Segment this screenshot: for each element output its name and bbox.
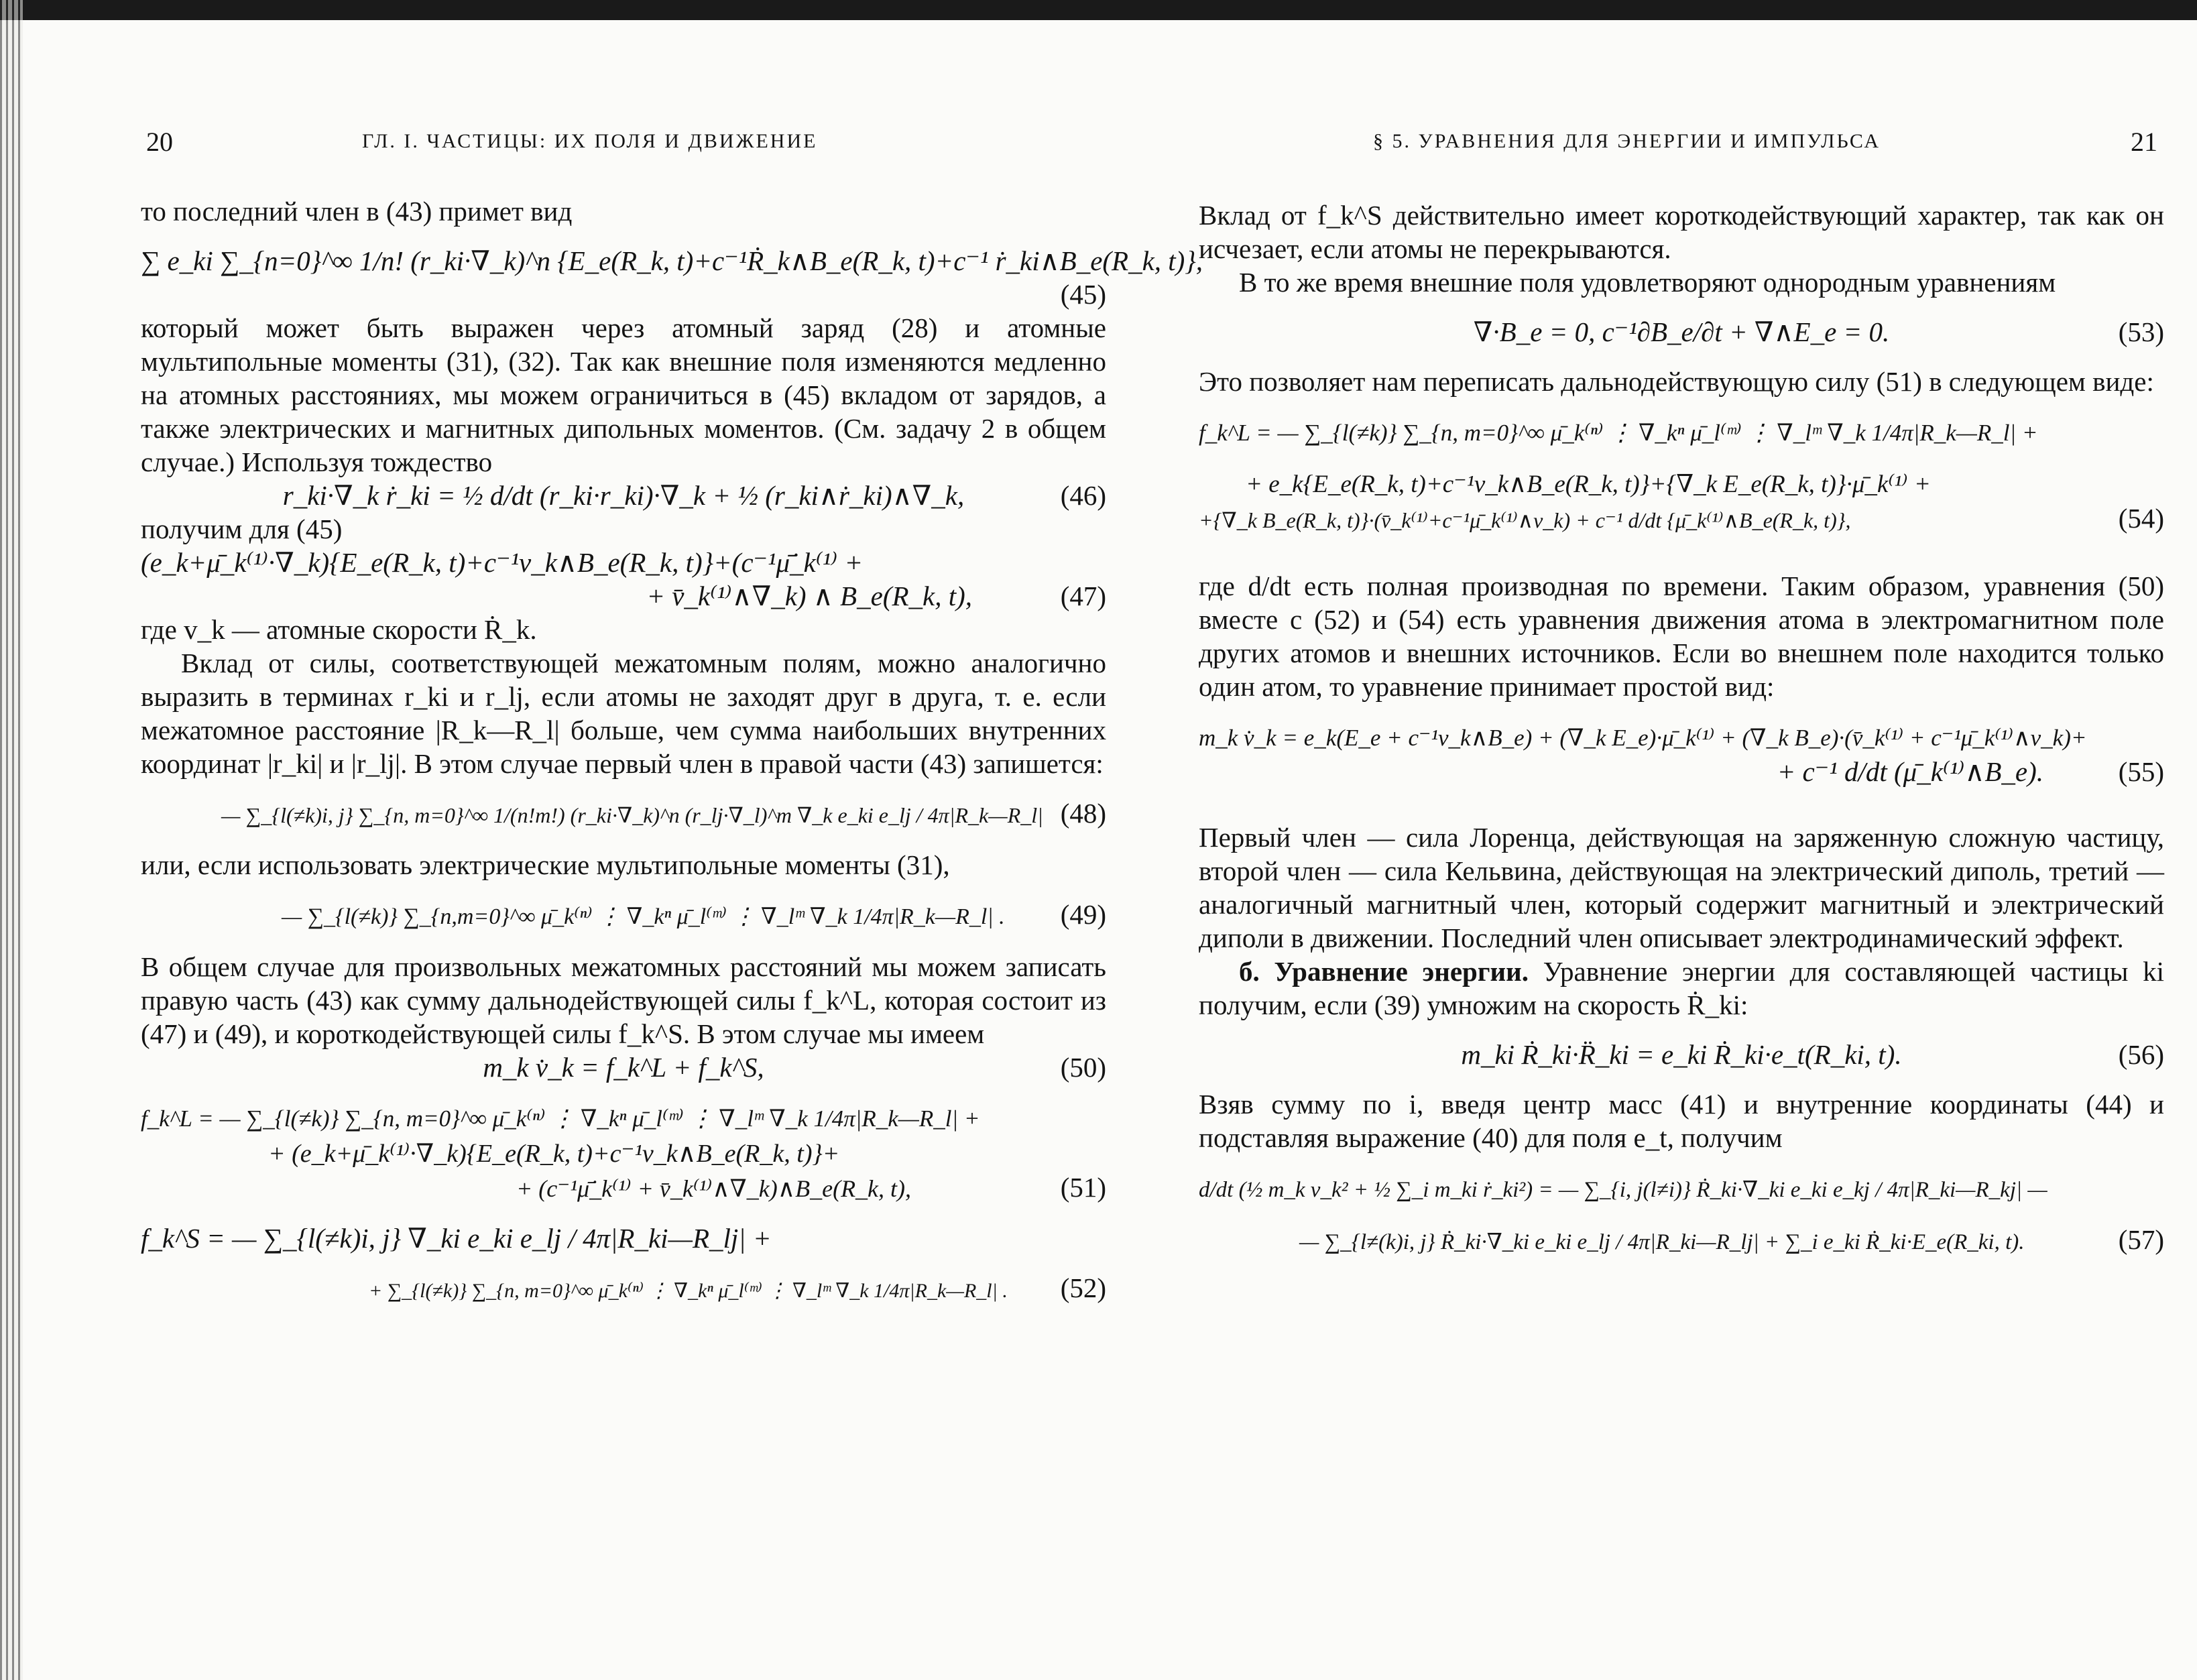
- equation-51a: [141, 1100, 1106, 1136]
- equation-text: — ∑_{l(≠k)} ∑_{n,m=0}^∞ μ̄_k⁽ⁿ⁾ ⋮ ∇_kⁿ μ̄_l⁽ᵐ⁾ ⋮ ∇_lᵐ ∇_k 1/4π|R_k—R_l| .: [282, 904, 1005, 929]
- paragraph: то последний член в (43) примет вид: [141, 196, 573, 227]
- equation-text: f_k^S = — ∑_{l(≠k)i, j} ∇_ki e_ki e_lj / 4π|R_ki—R_lj| +: [141, 1223, 772, 1254]
- left-page: [141, 20, 1203, 1656]
- equation-54b: [1199, 466, 2164, 501]
- equation-text: — ∑_{l≠(k)i, j} Ṙ_ki·∇_ki e_ki e_lj / 4π|R_ki—R_lj| + ∑_i e_ki Ṙ_ki·E_e(R_ki, t).: [1299, 1230, 2025, 1254]
- equation-text: d/dt (½ m_k v_k² + ½ ∑_i m_ki ṙ_ki²) = — ∑_{i, j(l≠i)} Ṙ_ki·∇_ki e_ki e_kj / 4π|R_ki—R_kj| —: [1199, 1178, 2047, 1202]
- right-body: [1199, 198, 2164, 1259]
- equation-text: ∑ e_ki ∑_{n=0}^∞ 1/n! (r_ki·∇_k)^n {E_e(R_k, t)+c⁻¹Ṙ_k∧B_e(R_k, t)+c⁻¹ ṙ_ki∧B_e(R_k, t)},: [141, 245, 1203, 276]
- paragraph: или, если использовать электрические мультипольные моменты (31),: [141, 849, 950, 880]
- equation-text: + c⁻¹ d/dt (μ̄_k⁽¹⁾∧B_e).: [1777, 756, 2043, 787]
- left-body: [141, 194, 1203, 1308]
- paragraph: Вклад от силы, соответствующей межатомным полям, можно аналогично выразить в терминах r_ki и r_lj, если атомы не заходят друг в друга, т. е. если межатомное расстояние |R_k—R_l| больше, чем сумма наибольших внутренних координат |r_ki| и |r_lj|. В этом случае первый член в правой части (43) запишется:: [141, 648, 1106, 779]
- paragraph: где v_k — атомные скорости Ṙ_k.: [141, 614, 537, 645]
- paragraph: получим для (45): [141, 514, 343, 544]
- equation-number: (51): [1060, 1172, 1106, 1203]
- equation-number: (47): [1060, 581, 1106, 611]
- equation-48: [141, 796, 1106, 832]
- equation-text: + ∑_{l(≠k)} ∑_{n, m=0}^∞ μ̄_k⁽ⁿ⁾ ⋮ ∇_kⁿ μ̄_l⁽ᵐ⁾ ⋮ ∇_lᵐ ∇_k 1/4π|R_k—R_l| .: [369, 1280, 1008, 1302]
- equation-49: [141, 898, 1106, 934]
- equation-number: (56): [2118, 1039, 2164, 1070]
- equation-text: + (e_k+μ̄_k⁽¹⁾·∇_k){E_e(R_k, t)+c⁻¹v_k∧B_e(R_k, t)}+: [268, 1140, 840, 1168]
- equation-52a: [141, 1221, 1106, 1255]
- subsection-title: б. Уравнение энергии.: [1239, 956, 1529, 987]
- equation-text: m_ki Ṙ_ki·R̈_ki = e_ki Ṙ_ki·e_t(R_ki, t).: [1461, 1039, 1902, 1070]
- equation-53: [1199, 315, 2164, 349]
- equation-number: (45): [1060, 279, 1106, 310]
- paragraph: В общем случае для произвольных межатомных расстояний мы можем записать правую часть (43) как сумму дальнодействующей силы f_k^L, которая состоит из (47) и (49), и короткодействующей силы f_k^S. В этом случае мы имеем: [141, 951, 1106, 1049]
- equation-number: (52): [1060, 1272, 1106, 1303]
- equation-46: [141, 479, 1106, 512]
- equation-text: + (c⁻¹μ̄̇_k⁽¹⁾ + v̄_k⁽¹⁾∧∇_k)∧B_e(R_k, t),: [516, 1175, 912, 1202]
- equation-text: (e_k+μ̄_k⁽¹⁾·∇_k){E_e(R_k, t)+c⁻¹v_k∧B_e(R_k, t)}+(c⁻¹μ̄̇_k⁽¹⁾ +: [141, 547, 864, 578]
- equation-51b: [141, 1136, 1106, 1171]
- paragraph-text: Уравнение энергии для составляющей частицы ki получим, если (39) умножим на скорость Ṙ_ki:: [1199, 956, 2165, 1020]
- section-header: § 5. УРАВНЕНИЯ ДЛЯ ЭНЕРГИИ И ИМПУЛЬСА: [1373, 130, 1881, 152]
- equation-number: (49): [1060, 899, 1106, 930]
- equation-56: [1199, 1038, 2164, 1071]
- right-page: [1199, 20, 2164, 1656]
- equation-text: f_k^L = — ∑_{l(≠k)} ∑_{n, m=0}^∞ μ̄_k⁽ⁿ⁾ ⋮ ∇_kⁿ μ̄_l⁽ᵐ⁾ ⋮ ∇_lᵐ ∇_k 1/4π|R_k—R_l| +: [141, 1105, 980, 1132]
- paragraph: где d/dt есть полная производная по времени. Таким образом, уравнения (50) вместе с (52) и (54) есть уравнения движения атома в электромагнитном поле других атомов и внешних источников. Если во внешнем поле находится только один атом, то уравнение принимает простой вид:: [1199, 571, 2164, 702]
- equation-47a: [141, 546, 1106, 579]
- equation-54a: [1199, 414, 2164, 450]
- equation-51c: [141, 1171, 1106, 1205]
- chapter-header: ГЛ. I. ЧАСТИЦЫ: ИХ ПОЛЯ И ДВИЖЕНИЕ: [362, 130, 818, 152]
- equation-text: ∇·B_e = 0, c⁻¹∂B_e/∂t + ∇∧E_e = 0.: [1473, 316, 1890, 347]
- paragraph: [1199, 955, 2164, 1022]
- equation-number: (53): [2118, 316, 2164, 347]
- equation-text: f_k^L = — ∑_{l(≠k)} ∑_{n, m=0}^∞ μ̄_k⁽ⁿ⁾ ⋮ ∇_kⁿ μ̄_l⁽ᵐ⁾ ⋮ ∇_lᵐ ∇_k 1/4π|R_k—R_l| +: [1199, 420, 2038, 446]
- paragraph: который может быть выражен через атомный заряд (28) и атомные мультипольные моменты (31), (32). Так как внешние поля изменяются медленно на атомных расстояниях, мы можем ограничиться в (45) вкладом от зарядов, а также электрических и магнитных дипольных моментов. (См. задачу 2 в общем случае.) Используя тождество: [141, 312, 1106, 477]
- equation-text: + v̄_k⁽¹⁾∧∇_k) ∧ B_e(R_k, t),: [646, 581, 972, 611]
- equation-45-number-row: [141, 278, 1106, 311]
- paragraph: Взяв сумму по i, введя центр масс (41) и внутренние координаты (44) и подставляя выражение (40) для поля e_t, получим: [1199, 1089, 2164, 1153]
- equation-57b: [1199, 1223, 2164, 1259]
- equation-54c: [1199, 501, 2164, 537]
- paragraph: Это позволяет нам переписать дальнодействующую силу (51) в следующем виде:: [1199, 366, 2154, 397]
- scan-binding-edge: [0, 0, 23, 1680]
- page-number-right: 21: [2131, 127, 2157, 157]
- scan-top-edge: [0, 0, 2197, 20]
- equation-text: m_k v̇_k = e_k(E_e + c⁻¹v_k∧B_e) + (∇_k E_e)·μ̄_k⁽¹⁾ + (∇_k B_e)·(v̄_k⁽¹⁾ + c⁻¹μ̄_k⁽¹⁾∧v_k)+: [1199, 725, 2087, 751]
- paragraph: Первый член — сила Лоренца, действующая на заряженную сложную частицу, второй член — сила Кельвина, действующая на электрический диполь, третий — аналогичный магнитный член, который содержит магнитный и электрический диполи в движении. Последний член описывает электродинамический эффект.: [1199, 822, 2164, 953]
- equation-number: (46): [1060, 480, 1106, 511]
- equation-text: +{∇_k B_e(R_k, t)}·(v̄_k⁽¹⁾+c⁻¹μ̄_k⁽¹⁾∧v_k) + c⁻¹ d/dt {μ̄_k⁽¹⁾∧B_e(R_k, t)},: [1199, 508, 1851, 532]
- equation-number: (48): [1060, 798, 1106, 829]
- equation-number: (57): [2118, 1224, 2164, 1255]
- page-number-left: 20: [146, 127, 173, 157]
- equation-text: r_ki·∇_k ṙ_ki = ½ d/dt (r_ki·r_ki)·∇_k + ½ (r_ki∧ṙ_ki)∧∇_k,: [282, 480, 965, 511]
- paragraph: В то же время внешние поля удовлетворяют однородным уравнениям: [1239, 267, 2056, 298]
- equation-47b: [141, 579, 1106, 613]
- left-running-head: [141, 126, 1106, 166]
- equation-55b: [1199, 755, 2164, 788]
- equation-number: (50): [1060, 1052, 1106, 1083]
- equation-52b: [141, 1271, 1106, 1308]
- right-running-head: [1199, 126, 2164, 166]
- equation-text: m_k v̇_k = f_k^L + f_k^S,: [483, 1052, 764, 1083]
- equation-number: (55): [2118, 756, 2164, 787]
- equation-text: — ∑_{l(≠k)i, j} ∑_{n, m=0}^∞ 1/(n!m!) (r_ki·∇_k)^n (r_lj·∇_l)^m ∇_k e_ki e_lj / 4π|R_k—R_l|: [221, 803, 1043, 827]
- equation-text: + e_k{E_e(R_k, t)+c⁻¹v_k∧B_e(R_k, t)}+{∇_k E_e(R_k, t)}·μ̄_k⁽¹⁾ +: [1246, 471, 1931, 498]
- equation-50: [141, 1051, 1106, 1084]
- equation-45: [141, 244, 1203, 278]
- equation-55a: [1199, 719, 2164, 755]
- paragraph: Вклад от f_k^S действительно имеет короткодействующий характер, так как он исчезает, если атомы не перекрываются.: [1199, 200, 2164, 264]
- equation-number: (54): [2118, 503, 2164, 534]
- equation-57a: [1199, 1171, 2164, 1207]
